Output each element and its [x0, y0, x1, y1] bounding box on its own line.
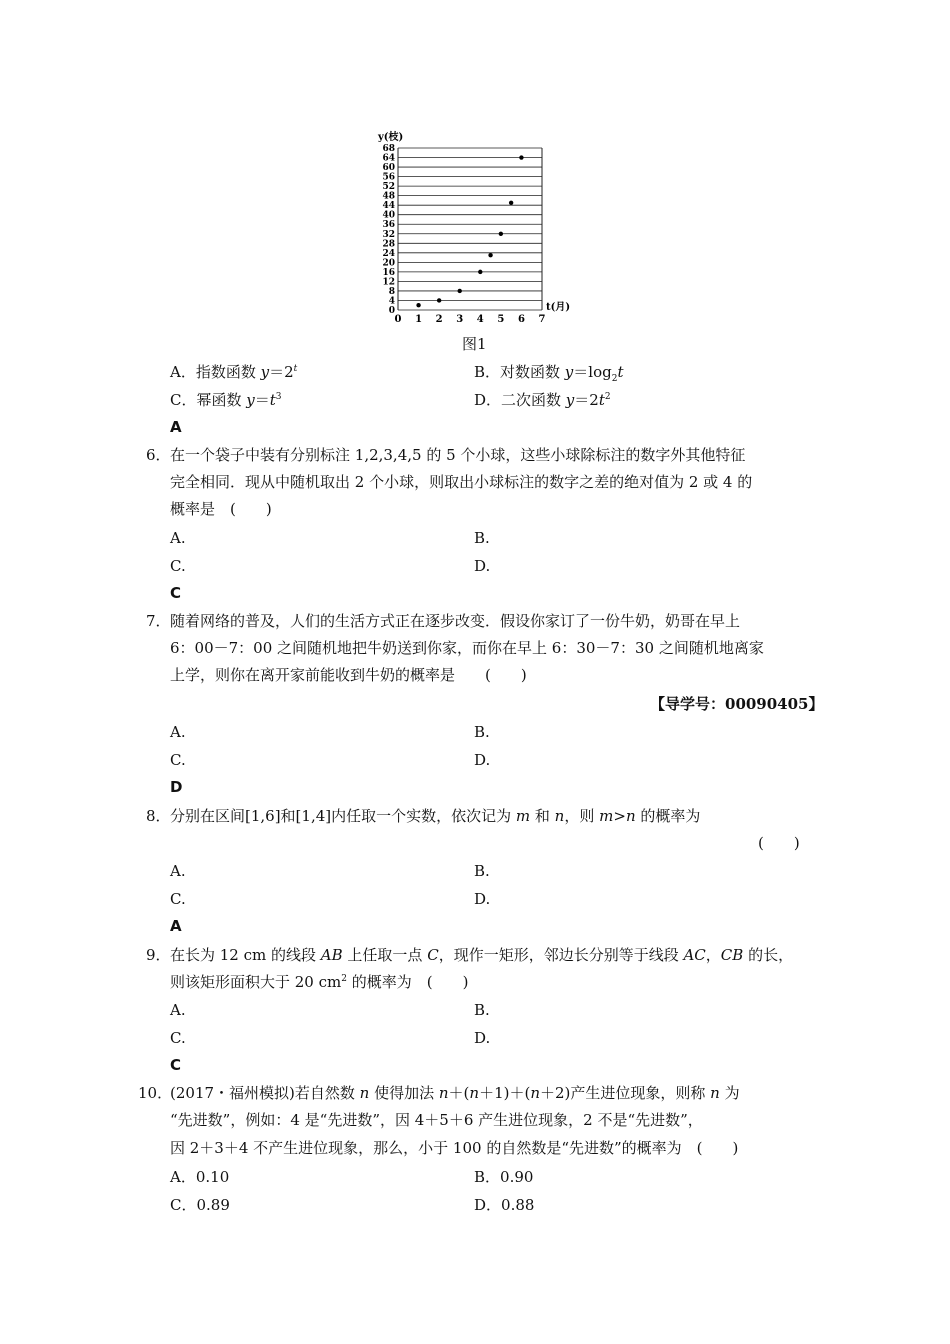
- data-point-2: [437, 298, 441, 302]
- data-point-3: [458, 289, 462, 293]
- y-tick-label-60: 60: [382, 163, 395, 174]
- y-tick-label-32: 32: [382, 229, 395, 240]
- q9-line-2-sup: 2: [341, 974, 347, 984]
- y-tick-label-28: 28: [382, 239, 395, 250]
- q8-paren: ( ): [758, 834, 800, 852]
- q7-line-1: 随着网络的普及，人们的生活方式正在逐步改变．假设你家订了一份牛奶，奶哥在早上: [170, 612, 741, 630]
- chart-x-ticks: [395, 314, 546, 324]
- q5-option-c-sup: 3: [275, 392, 282, 402]
- q7-number: 7．: [146, 612, 171, 630]
- q8-var-n: n: [554, 807, 565, 825]
- q9-line-2b: 的概率为 ( ): [346, 973, 469, 991]
- q6-number: 6．: [146, 446, 171, 464]
- q5-option-b: [474, 362, 623, 382]
- y-tick-label-68: 68: [382, 144, 395, 154]
- q10-text-1: (2017・福州模拟)若自然数: [170, 1084, 360, 1102]
- q6-option-b: B.: [474, 529, 490, 547]
- q5-option-b-var: y: [564, 363, 574, 381]
- q9-line-2: [170, 972, 468, 992]
- q9-text-4: ，: [705, 946, 721, 964]
- q5-answer: A: [170, 418, 182, 436]
- data-point-8: [519, 155, 523, 159]
- q8-text-c: ，则: [564, 807, 600, 825]
- chart-x-axis-label: t(月): [546, 302, 571, 313]
- q10-var-n3: n: [469, 1084, 480, 1102]
- y-tick-label-20: 20: [382, 258, 395, 269]
- q10-text-6: 为: [719, 1084, 740, 1102]
- q10-number: 10．: [138, 1084, 173, 1102]
- y-tick-label-16: 16: [382, 267, 395, 278]
- y-tick-label-52: 52: [382, 182, 395, 193]
- q5-option-b-eq: ＝log: [573, 363, 612, 381]
- q5-option-d-var: y: [565, 391, 575, 409]
- q10-text-5: ＋2)产生进位现象，则称: [540, 1084, 711, 1102]
- q5-option-c: [170, 390, 282, 410]
- x-tick-label-0: 0: [394, 314, 402, 324]
- q5-option-c-base: t: [269, 391, 276, 409]
- data-point-4: [478, 270, 482, 274]
- chart-grid: [398, 148, 542, 310]
- q6-line-1: 在一个袋子中装有分别标注 1,2,3,4,5 的 5 个小球，这些小球除标注的数字外其他特征: [170, 446, 746, 464]
- y-tick-label-48: 48: [382, 191, 395, 202]
- q8-answer: A: [170, 917, 182, 935]
- q5-option-a: [170, 362, 297, 382]
- q8-var-m: m: [515, 807, 531, 825]
- q8-option-b: B.: [474, 862, 490, 880]
- x-tick-label-4: 4: [476, 314, 484, 324]
- x-tick-label-6: 6: [517, 314, 525, 324]
- q8-text-b: 和: [530, 807, 555, 825]
- q5-option-a-var: y: [260, 363, 270, 381]
- q7-option-d: D.: [474, 751, 491, 769]
- chart-y-ticks: [382, 144, 395, 316]
- q6-line-3: 概率是 ( ): [170, 500, 272, 518]
- q8-gt: >: [613, 807, 626, 825]
- q9-text-5: 的长，: [743, 946, 794, 964]
- q10-line-1: [170, 1083, 740, 1103]
- q10-var-n4: n: [530, 1084, 540, 1102]
- q8-var-m2: m: [599, 807, 614, 825]
- q9-line-1: [170, 945, 793, 965]
- q9-text-1: 在长为 12 cm 的线段: [170, 946, 321, 964]
- chart-points: [416, 155, 523, 307]
- q5-option-d-eq: ＝2: [574, 391, 599, 409]
- q5-option-b-prefix: B．对数函数: [474, 363, 565, 381]
- chart-y-axis-label: y(枝): [378, 132, 404, 143]
- q5-option-a-sup: t: [293, 364, 298, 374]
- y-tick-label-24: 24: [382, 248, 395, 259]
- y-tick-label-12: 12: [382, 277, 395, 288]
- y-tick-label-0: 0: [388, 306, 395, 316]
- q6-option-d: D.: [474, 557, 491, 575]
- y-tick-label-40: 40: [382, 210, 395, 221]
- y-tick-label-44: 44: [382, 201, 395, 212]
- x-tick-label-7: 7: [538, 314, 546, 324]
- q5-option-d: [474, 390, 611, 410]
- y-tick-label-64: 64: [382, 153, 395, 164]
- q6-answer: C: [170, 584, 182, 602]
- q6-option-a: A.: [170, 529, 186, 547]
- q9-answer: C: [170, 1056, 182, 1074]
- q7-option-b: B.: [474, 723, 490, 741]
- q9-var-c: C: [427, 946, 439, 964]
- q5-option-b-arg: t: [617, 363, 624, 381]
- q6-option-c: C.: [170, 557, 186, 575]
- q10-option-d: D．0.88: [474, 1196, 535, 1214]
- x-tick-label-3: 3: [456, 314, 464, 324]
- q7-line-3: 上学，则你在离开家前能收到牛奶的概率是 ( ): [170, 666, 527, 684]
- q10-option-c: C．0.89: [170, 1196, 230, 1214]
- q9-var-cb: CB: [720, 946, 744, 964]
- q9-option-c: C.: [170, 1029, 186, 1047]
- scatter-chart: [370, 124, 580, 324]
- q8-option-d: D.: [474, 890, 491, 908]
- q6-line-2: 完全相同．现从中随机取出 2 个小球，则取出小球标注的数字之差的绝对值为 2 或 4 的: [170, 473, 753, 491]
- q9-text-3: ，现作一矩形，邻边长分别等于线段: [438, 946, 684, 964]
- q9-option-d: D.: [474, 1029, 491, 1047]
- x-tick-label-2: 2: [435, 314, 443, 324]
- q10-line-2: “先进数”，例如：4 是“先进数”，因 4＋5＋6 产生进位现象，2 不是“先进数”，: [170, 1111, 703, 1129]
- q8-line-1: [170, 806, 700, 826]
- q10-text-4: ＋1)＋(: [479, 1084, 531, 1102]
- q5-option-d-prefix: D．二次函数: [474, 391, 566, 409]
- figure-caption: 图1: [462, 335, 487, 353]
- q10-var-n1: n: [359, 1084, 370, 1102]
- q9-option-a: A.: [170, 1001, 186, 1019]
- q5-option-c-prefix: C．幂函数: [170, 391, 247, 409]
- q8-var-n2: n: [625, 807, 636, 825]
- q8-text-d: 的概率为: [635, 807, 701, 825]
- q10-option-b: B．0.90: [474, 1168, 534, 1186]
- q7-answer: D: [170, 778, 183, 796]
- data-point-5: [488, 253, 492, 257]
- q5-option-a-eq: ＝2: [269, 363, 294, 381]
- q7-line-2: 6：00－7：00 之间随机地把牛奶送到你家，而你在早上 6：30－7：30 之间随机地离家: [170, 639, 764, 657]
- q8-number: 8．: [146, 807, 171, 825]
- q9-number: 9．: [146, 946, 171, 964]
- q10-text-3: ＋(: [448, 1084, 470, 1102]
- q5-option-b-sub: 2: [611, 374, 618, 384]
- q5-option-c-var: y: [246, 391, 255, 409]
- q8-text-a: 分别在区间[1,6]和[1,4]内任取一个实数，依次记为: [170, 807, 516, 825]
- data-point-7: [509, 201, 513, 205]
- y-tick-label-36: 36: [382, 220, 395, 231]
- q7-guide-number: 【导学号：00090405】: [650, 695, 824, 713]
- q9-var-ac: AC: [683, 946, 706, 964]
- q10-var-n5: n: [710, 1084, 720, 1102]
- q5-option-d-base: t: [598, 391, 605, 409]
- q9-var-ab: AB: [320, 946, 343, 964]
- data-point-1: [416, 303, 420, 307]
- q10-var-n2: n: [438, 1084, 449, 1102]
- q9-text-2: 上任取一点: [342, 946, 428, 964]
- q8-option-a: A.: [170, 862, 186, 880]
- q10-line-3: 因 2＋3＋4 不产生进位现象，那么，小于 100 的自然数是“先进数”的概率为 ( ): [170, 1139, 739, 1157]
- y-tick-label-56: 56: [382, 172, 395, 183]
- q9-option-b: B.: [474, 1001, 490, 1019]
- q7-option-c: C.: [170, 751, 186, 769]
- x-tick-label-5: 5: [497, 314, 505, 324]
- x-tick-label-1: 1: [415, 314, 423, 324]
- q9-line-2a: 则该矩形面积大于 20 cm: [170, 973, 342, 991]
- q5-option-c-eq: ＝: [254, 391, 270, 409]
- y-tick-label-8: 8: [388, 286, 395, 297]
- q5-option-a-prefix: A．指数函数: [170, 363, 261, 381]
- q10-text-2: 使得加法: [369, 1084, 439, 1102]
- q7-option-a: A.: [170, 723, 186, 741]
- data-point-6: [499, 232, 503, 236]
- q5-option-d-sup: 2: [604, 392, 611, 402]
- q8-option-c: C.: [170, 890, 186, 908]
- y-tick-label-4: 4: [388, 296, 395, 307]
- q10-option-a: A．0.10: [170, 1168, 230, 1186]
